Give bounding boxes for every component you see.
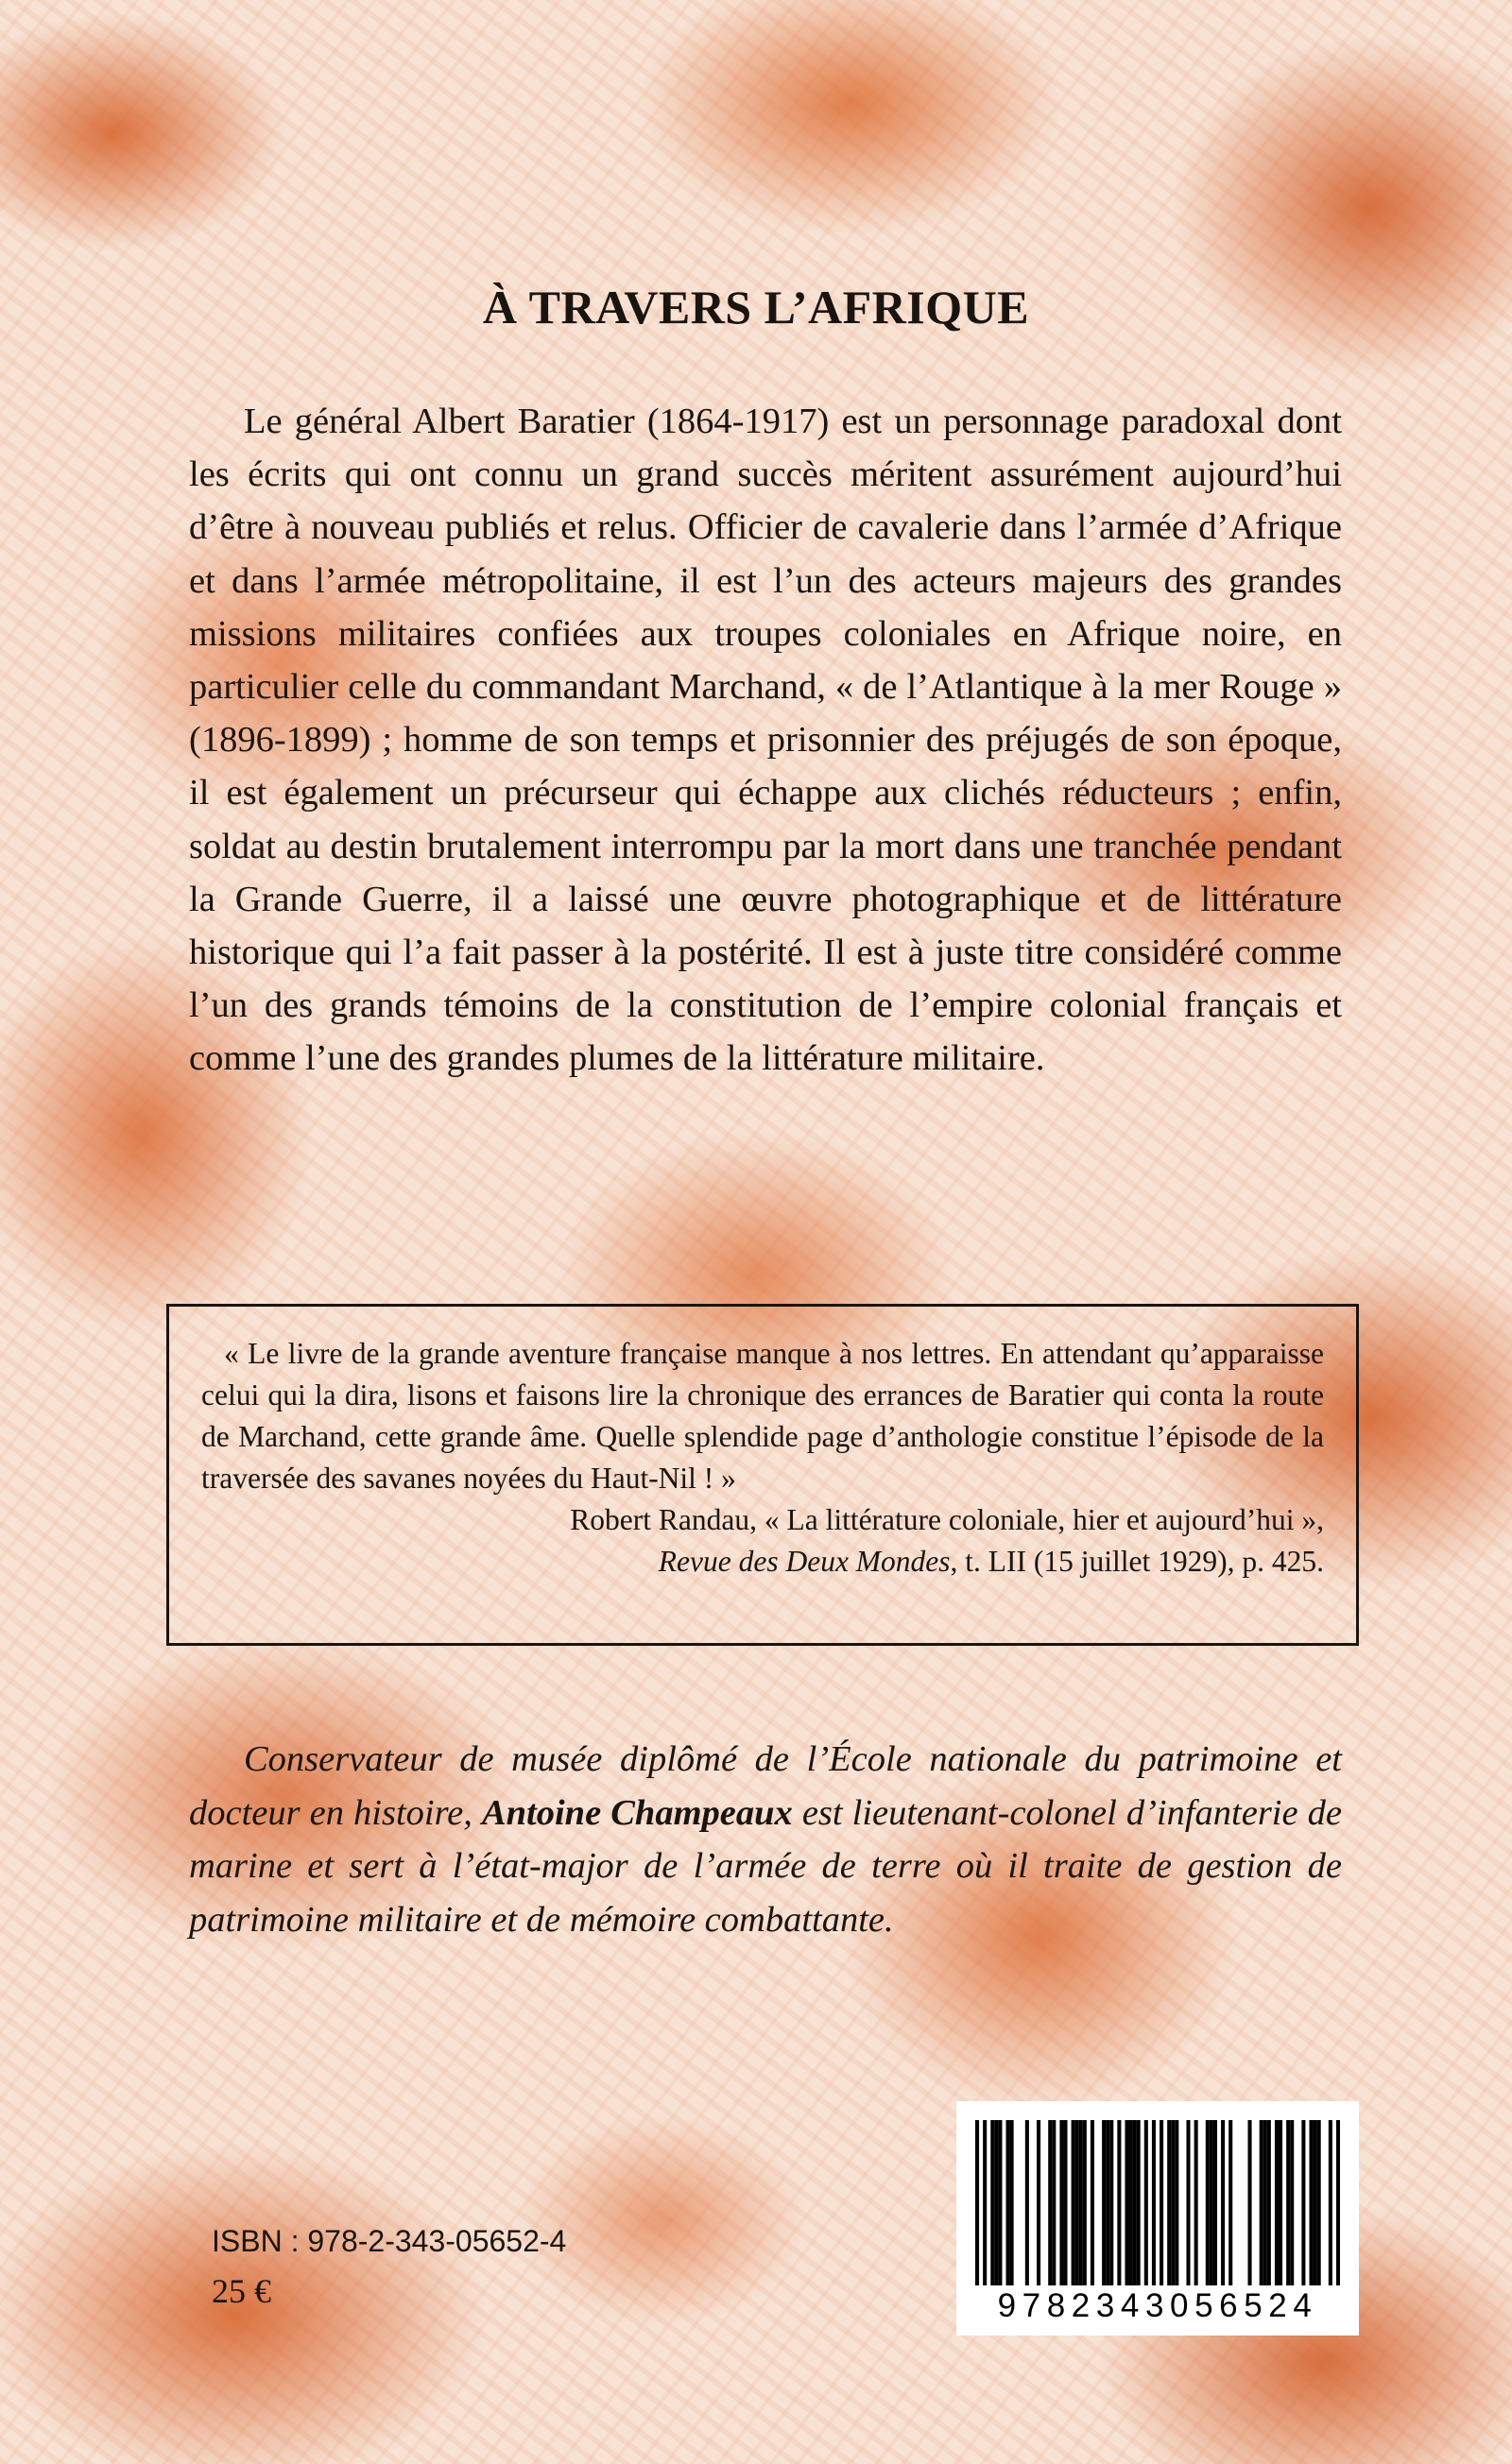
- barcode-bar: [1279, 2120, 1282, 2285]
- barcode-bar: [1075, 2120, 1079, 2285]
- barcode-bar: [1091, 2120, 1094, 2285]
- barcode-bar: [1133, 2120, 1137, 2285]
- barcode-bar: [1206, 2120, 1210, 2285]
- author-bio-intro: Conservateur de musée diplômé de l’École nationale du patrimoine et docteur en histoire,: [189, 1739, 1342, 1833]
- barcode-bar: [1129, 2120, 1133, 2285]
- barcode-bar: [1275, 2120, 1279, 2285]
- barcode-bar: [1194, 2120, 1198, 2285]
- book-title: À TRAVERS L’AFRIQUE: [482, 281, 1030, 334]
- isbn: ISBN : 978-2-343-05652-4: [212, 2224, 567, 2258]
- barcode-bar: [1059, 2120, 1063, 2285]
- barcode-bar: [1228, 2120, 1232, 2285]
- barcode-bar: [1079, 2120, 1083, 2285]
- barcode-bar: [1263, 2120, 1267, 2285]
- quote-source-title: Revue des Deux Mondes: [658, 1545, 951, 1578]
- quote-box: [166, 1304, 1359, 1646]
- barcode-bar: [1072, 2120, 1075, 2285]
- barcode-bar: [1309, 2120, 1313, 2285]
- barcode-bar: [1037, 2120, 1040, 2285]
- barcode-bar: [1301, 2120, 1305, 2285]
- quote-source-details: , t. LII (15 juillet 1929), p. 425.: [950, 1545, 1324, 1578]
- barcode: [956, 2101, 1359, 2336]
- barcode-digits: 9782343056524: [997, 2287, 1318, 2324]
- barcode-bar: [1048, 2120, 1052, 2285]
- barcode-bar: [1063, 2120, 1067, 2285]
- barcode-bar: [1144, 2120, 1148, 2285]
- barcode-bar: [1314, 2120, 1317, 2285]
- barcode-bar: [1221, 2120, 1225, 2285]
- barcode-bar: [1247, 2120, 1251, 2285]
- barcode-bar: [1109, 2120, 1113, 2285]
- barcode-bar: [983, 2120, 987, 2285]
- barcode-bar: [1286, 2120, 1290, 2285]
- barcode-bar: [1006, 2120, 1010, 2285]
- barcode-bar: [1290, 2120, 1294, 2285]
- price: 25 €: [212, 2272, 271, 2310]
- barcode-bar: [1152, 2120, 1156, 2285]
- barcode-bar: [998, 2120, 1002, 2285]
- barcode-bar: [1267, 2120, 1271, 2285]
- barcode-bar: [975, 2120, 979, 2285]
- quote-attribution: Robert Randau, « La littérature coloniale, hier et aujourd’hui »,: [570, 1503, 1324, 1536]
- barcode-bar: [1186, 2120, 1190, 2285]
- barcode-bar: [1167, 2120, 1171, 2285]
- book-summary: Le général Albert Baratier (1864-1917) est un personnage paradoxal dont les écrits qui ont connu un grand succès méritent assurément aujourd’hui d’être à nouveau publiés et relus. Officier de cavalerie dans l’armée d’Afrique et dans l’armée métropolitaine, il est l’un des acteurs majeurs des grandes missions militaires confiées aux troupes coloniales en Afrique noire, en particulier celle du commandant Marchand, « de l’Atlantique à la mer Rouge » (1896-1899) ; homme de son temps et prisonnier des préjugés de son époque, il est également un précurseur qui échappe aux clichés réducteurs ; enfin, soldat au destin brutalement interrompu par la mort dans une tranchée pendant la Grande Guerre, il a laissé une œuvre photographique et de littérature historique qui l’a fait passer à la postérité. Il est à juste titre considéré comme l’un des grands témoins de la constitution de l’empire colonial français et comme l’une des grandes plumes de la littérature militaire.: [189, 402, 1342, 1079]
- barcode-bar: [1336, 2120, 1340, 2285]
- barcode-bar: [1175, 2120, 1178, 2285]
- barcode-bar: [1260, 2120, 1263, 2285]
- barcode-bar: [1160, 2120, 1163, 2285]
- barcode-bar: [1052, 2120, 1056, 2285]
- barcode-bar: [994, 2120, 998, 2285]
- barcode-bar: [1083, 2120, 1087, 2285]
- author-bio-rest: est lieutenant-colonel d’infanterie de marine et sert à l’état-major de l’armée de terre où il traite de gestion de patrimoine militaire et de mémoire combattante.: [189, 1792, 1342, 1940]
- barcode-bar: [1106, 2120, 1109, 2285]
- quote-source: [201, 1541, 1324, 1583]
- barcode-bar: [1117, 2120, 1121, 2285]
- quote-text: « Le livre de la grande aventure française manque à nos lettres. En attendant qu’apparaisse celui qui la dira, lisons et faisons lire la chronique des errances de Baratier qui conta la route de Marchand, cette grande âme. Quelle splendide page d’anthologie constitue l’épisode de la traversée des savanes noyées du Haut-Nil ! »: [201, 1337, 1324, 1495]
- barcode-bar: [1025, 2120, 1029, 2285]
- barcode-bar: [1010, 2120, 1014, 2285]
- author-bio: [189, 1733, 1342, 1946]
- barcode-bar: [990, 2120, 994, 2285]
- barcode-bar: [1137, 2120, 1141, 2285]
- barcode-bar: [1171, 2120, 1175, 2285]
- barcode-bars: [975, 2120, 1340, 2285]
- barcode-bar: [1213, 2120, 1217, 2285]
- barcode-bar: [1102, 2120, 1106, 2285]
- author-name: Antoine Champeaux: [481, 1792, 793, 1833]
- barcode-bar: [1329, 2120, 1332, 2285]
- barcode-bar: [1125, 2120, 1128, 2285]
- barcode-bar: [1210, 2120, 1213, 2285]
- barcode-bar: [1317, 2120, 1321, 2285]
